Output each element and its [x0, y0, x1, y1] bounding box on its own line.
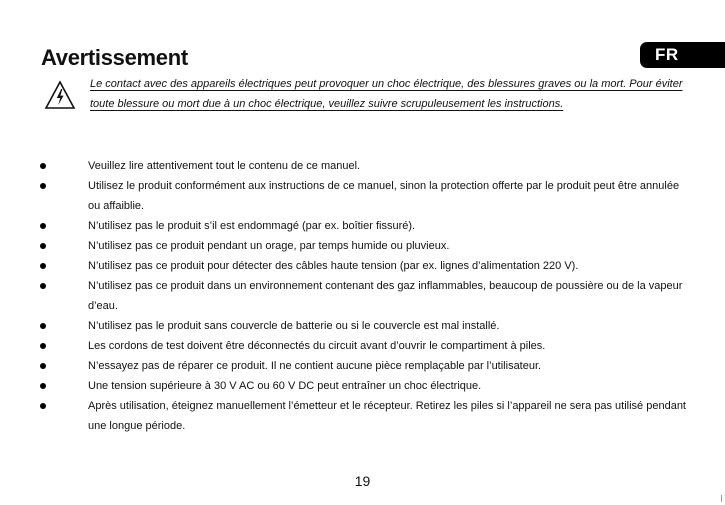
list-item-text: N’utilisez pas le produit sans couvercle de batterie ou si le couvercle est mal installé.	[88, 320, 500, 332]
bullet-icon	[40, 223, 46, 229]
language-tab-label: FR	[655, 45, 679, 64]
bullet-icon	[40, 383, 46, 389]
bullet-icon	[40, 403, 46, 409]
bullet-icon	[40, 343, 46, 349]
list-item	[0, 376, 688, 396]
list-item	[0, 236, 688, 256]
list-item	[0, 156, 688, 176]
list-item	[0, 216, 688, 236]
bullet-icon	[40, 363, 46, 369]
list-item	[0, 396, 688, 436]
page-number: 19	[354, 473, 371, 489]
bullet-icon	[40, 283, 46, 289]
list-item-text: Après utilisation, éteignez manuellement l’émetteur et le récepteur. Retirez les piles si l’appareil ne sera pas utilisé pendant une longue période.	[88, 400, 686, 432]
list-item-text: N’essayez pas de réparer ce produit. Il ne contient aucune pièce remplaçable par l’utilisateur.	[88, 360, 542, 372]
warning-text-body: Le contact avec des appareils électriques peut provoquer un choc électrique, des blessures graves ou la mort. Pour éviter toute blessure ou mort due à un choc électrique, veuillez suivre scrupuleusement les instructions.	[90, 78, 683, 110]
list-item-text: N’utilisez pas ce produit pour détecter des câbles haute tension (par ex. lignes d’alimentation 220 V).	[88, 260, 579, 272]
list-item	[0, 336, 688, 356]
safety-instructions-list	[0, 156, 725, 436]
list-item-text: N’utilisez pas le produit s’il est endommagé (par ex. boîtier fissuré).	[88, 220, 416, 232]
list-item-text: Veuillez lire attentivement tout le contenu de ce manuel.	[88, 160, 361, 172]
list-item	[0, 276, 688, 316]
list-item-text: Une tension supérieure à 30 V AC ou 60 V DC peut entraîner un choc électrique.	[88, 380, 482, 392]
bullet-icon	[40, 183, 46, 189]
list-item-text: N’utilisez pas ce produit dans un environnement contenant des gaz inflammables, beaucoup de poussière ou de la vapeur d’eau.	[88, 280, 683, 312]
list-item-text: Utilisez le produit conformément aux instructions de ce manuel, sinon la protection offerte par le produit peut être annulée ou affaiblie.	[88, 180, 680, 212]
page-edge-mark	[721, 495, 725, 502]
bullet-icon	[40, 263, 46, 269]
page-title: Avertissement	[41, 45, 188, 70]
list-item	[0, 356, 688, 376]
list-item	[0, 256, 688, 276]
list-item-text: N’utilisez pas ce produit pendant un orage, par temps humide ou pluvieux.	[88, 240, 450, 252]
bullet-icon	[40, 243, 46, 249]
list-item-text: Les cordons de test doivent être déconnectés du circuit avant d’ouvrir le compartiment à piles.	[88, 340, 546, 352]
bullet-icon	[40, 163, 46, 169]
electric-shock-warning-icon	[44, 80, 76, 110]
warning-text	[90, 74, 688, 114]
language-tab	[640, 42, 725, 68]
bullet-icon	[40, 323, 46, 329]
list-item	[0, 316, 688, 336]
list-item	[0, 176, 688, 216]
